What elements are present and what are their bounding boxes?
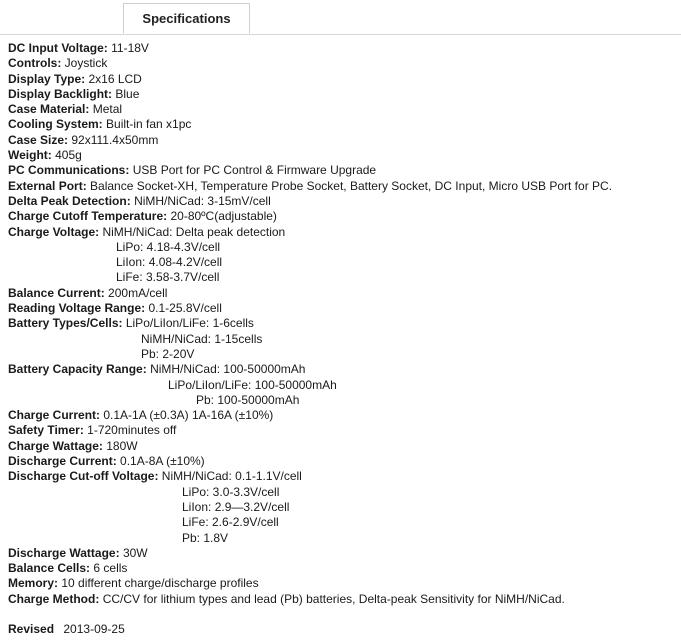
spec-label: Display Type: bbox=[8, 71, 86, 86]
spec-label: Case Material: bbox=[8, 102, 90, 117]
spec-row bbox=[8, 194, 680, 209]
spec-row bbox=[8, 408, 680, 423]
spec-label: Charge Method: bbox=[8, 591, 100, 606]
spec-label: Balance Current: bbox=[8, 285, 105, 300]
spec-value: LiIon: 4.08-4.2V/cell bbox=[116, 255, 223, 270]
spec-continuation-line bbox=[8, 500, 680, 515]
spec-label: Balance Cells: bbox=[8, 561, 91, 576]
spec-value: 6 cells bbox=[93, 561, 128, 576]
spec-continuation-line bbox=[8, 393, 680, 408]
spec-value: NiMH/NiCad: 100-50000mAh bbox=[150, 362, 306, 377]
spec-row bbox=[8, 362, 680, 377]
spec-row bbox=[8, 56, 680, 71]
specifications-list bbox=[8, 41, 680, 607]
spec-value: NiMH/NiCad: Delta peak detection bbox=[102, 224, 286, 239]
spec-label: Display Backlight: bbox=[8, 86, 113, 101]
spec-row bbox=[8, 133, 680, 148]
spec-label: Weight: bbox=[8, 148, 52, 163]
spec-value: NiMH/NiCad: 1-15cells bbox=[141, 331, 263, 346]
spec-label: Discharge Cut-off Voltage: bbox=[8, 469, 159, 484]
spec-label: Charge Cutoff Temperature: bbox=[8, 209, 168, 224]
spec-row bbox=[8, 454, 680, 469]
spec-label: Discharge Wattage: bbox=[8, 545, 120, 560]
spec-value: Pb: 2-20V bbox=[141, 346, 195, 361]
spec-value: 2x16 LCD bbox=[88, 71, 142, 86]
spec-value: LiFe: 2.6-2.9V/cell bbox=[182, 515, 279, 530]
spec-label: Charge Wattage: bbox=[8, 438, 103, 453]
revised-line bbox=[8, 622, 125, 637]
tab-specifications[interactable]: Specifications bbox=[123, 3, 250, 34]
spec-value: 0.1A-1A (±0.3A) 1A-16A (±10%) bbox=[103, 408, 274, 423]
spec-value: LiPo: 3.0-3.3V/cell bbox=[182, 484, 280, 499]
spec-label: Controls: bbox=[8, 56, 62, 71]
spec-value: Joystick bbox=[64, 56, 108, 71]
spec-label: DC Input Voltage: bbox=[8, 41, 108, 55]
spec-row bbox=[8, 163, 680, 178]
spec-value: Pb: 1.8V bbox=[182, 530, 229, 545]
spec-label: Memory: bbox=[8, 576, 59, 591]
spec-row bbox=[8, 179, 680, 194]
spec-label: Case Size: bbox=[8, 132, 69, 147]
spec-row bbox=[8, 225, 680, 240]
spec-value: NiMH/NiCad: 3-15mV/cell bbox=[134, 193, 271, 208]
spec-row bbox=[8, 546, 680, 561]
spec-value: 200mA/cell bbox=[108, 285, 168, 300]
spec-continuation-line bbox=[8, 347, 680, 362]
spec-row bbox=[8, 301, 680, 316]
spec-row bbox=[8, 592, 680, 607]
spec-value: LiPo/LiIon/LiFe: 1-6cells bbox=[125, 316, 254, 331]
spec-label: Charge Voltage: bbox=[8, 224, 100, 239]
spec-value: 11-18V bbox=[111, 41, 149, 55]
tab-bar-divider bbox=[0, 34, 681, 35]
revised-label: Revised bbox=[8, 622, 55, 636]
spec-continuation-line bbox=[8, 332, 680, 347]
spec-continuation-line bbox=[8, 515, 680, 530]
spec-label: Reading Voltage Range: bbox=[8, 301, 146, 316]
spec-label: Cooling System: bbox=[8, 117, 103, 132]
spec-continuation-line bbox=[8, 270, 680, 285]
spec-row bbox=[8, 41, 680, 56]
spec-continuation-line bbox=[8, 378, 680, 393]
spec-row bbox=[8, 439, 680, 454]
spec-row bbox=[8, 87, 680, 102]
spec-value: USB Port for PC Control & Firmware Upgrade bbox=[132, 163, 377, 178]
spec-row bbox=[8, 576, 680, 591]
spec-value: LiIon: 2.9—3.2V/cell bbox=[182, 499, 290, 514]
spec-value: Built-in fan x1pc bbox=[106, 117, 192, 132]
spec-row bbox=[8, 286, 680, 301]
spec-value: Metal bbox=[92, 102, 123, 117]
spec-row bbox=[8, 561, 680, 576]
spec-label: PC Communications: bbox=[8, 163, 130, 178]
spec-continuation-line bbox=[8, 485, 680, 500]
spec-value: Balance Socket-XH, Temperature Probe Socket, Battery Socket, DC Input, Micro USB Port for PC. bbox=[90, 178, 613, 193]
spec-continuation-line bbox=[8, 531, 680, 546]
spec-row bbox=[8, 102, 680, 117]
spec-value: 92x111.4x50mm bbox=[71, 132, 159, 147]
spec-value: 180W bbox=[106, 438, 138, 453]
spec-row bbox=[8, 316, 680, 331]
spec-value: Pb: 100-50000mAh bbox=[196, 392, 300, 407]
spec-label: External Port: bbox=[8, 178, 87, 193]
spec-row bbox=[8, 72, 680, 87]
spec-label: Battery Capacity Range: bbox=[8, 362, 147, 377]
spec-value: 0.1A-8A (±10%) bbox=[120, 454, 205, 469]
spec-value: LiPo/LiIon/LiFe: 100-50000mAh bbox=[168, 377, 337, 392]
spec-value: NiMH/NiCad: 0.1-1.1V/cell bbox=[161, 469, 302, 484]
spec-label: Delta Peak Detection: bbox=[8, 193, 131, 208]
spec-label: Battery Types/Cells: bbox=[8, 316, 123, 331]
spec-value: LiFe: 3.58-3.7V/cell bbox=[116, 270, 220, 285]
spec-continuation-line bbox=[8, 240, 680, 255]
spec-continuation-line bbox=[8, 255, 680, 270]
revised-date: 2013-09-25 bbox=[63, 622, 125, 636]
spec-value: LiPo: 4.18-4.3V/cell bbox=[116, 239, 221, 254]
spec-value: 10 different charge/discharge profiles bbox=[61, 576, 259, 591]
spec-value: 20-80ºC(adjustable) bbox=[170, 209, 277, 224]
spec-value: Blue bbox=[115, 86, 140, 101]
spec-row bbox=[8, 423, 680, 438]
tab-bar bbox=[0, 0, 681, 36]
spec-label: Discharge Current: bbox=[8, 454, 117, 469]
spec-row bbox=[8, 469, 680, 484]
spec-row bbox=[8, 209, 680, 224]
spec-value: CC/CV for lithium types and lead (Pb) batteries, Delta-peak Sensitivity for NiMH/NiCad. bbox=[102, 591, 565, 606]
spec-label: Charge Current: bbox=[8, 408, 101, 423]
spec-value: 405g bbox=[55, 148, 82, 163]
spec-row bbox=[8, 117, 680, 132]
spec-value: 1-720minutes off bbox=[87, 423, 177, 438]
spec-label: Safety Timer: bbox=[8, 423, 84, 438]
spec-value: 0.1-25.8V/cell bbox=[148, 301, 222, 316]
spec-row bbox=[8, 148, 680, 163]
spec-value: 30W bbox=[122, 545, 148, 560]
